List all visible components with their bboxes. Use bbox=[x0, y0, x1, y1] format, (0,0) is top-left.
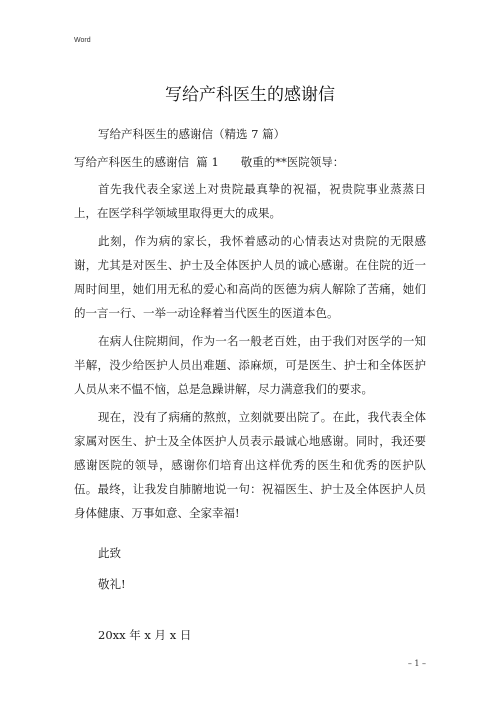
document-title: 写给产科医生的感谢信 bbox=[165, 85, 335, 105]
paragraph: 首先我代表全家送上对贵院最真挚的祝福，祝贵院事业蒸蒸日上，在医学科学领域里取得更大的成果。 bbox=[74, 182, 426, 220]
page-number: – 1 – bbox=[407, 659, 426, 668]
header-label: Word bbox=[74, 37, 91, 44]
salutation-line: 写给产科医生的感谢信 篇 1 敬重的**医院领导： bbox=[74, 155, 345, 169]
document-subtitle: 写给产科医生的感谢信（精选 7 篇） bbox=[98, 127, 286, 141]
letter-date: 20xx 年 x 月 x 日 bbox=[98, 628, 192, 642]
letter-body bbox=[74, 177, 426, 525]
paragraph: 在病人住院期间，作为一名一般老百姓，由于我们对医学的一知半解，没少给医护人员出难题、添麻烦，可是医生、护士和全体医护人员从来不愠不恼，总是急躁讲解，尽力满意我们的要求。 bbox=[74, 334, 426, 396]
closing-line-1: 此致 bbox=[98, 546, 121, 560]
paragraph: 现在，没有了病痛的熬煎，立刻就要出院了。在此，我代表全体家属对医生、护士及全体医护人员表示最诚心地感谢。同时，我还要感谢医院的领导，感谢你们培育出这样优秀的医生和优秀的医护队伍。最终，让我发自肺腑地说一句：祝福医生、护士及全体医护人员身体健康、万事如意、全家幸福! bbox=[74, 410, 426, 520]
closing-line-2: 敬礼! bbox=[98, 577, 126, 591]
paragraph: 此刻，作为病的家长，我怀着感动的心情表达对贵院的无限感谢，尤其是对医生、护士及全体医护人员的诚心感谢。在住院的近一周时间里，她们用无私的爱心和高尚的医德为病人解除了苦痛，她们的一言一行、一举一动诠释着当代医生的医道本色。 bbox=[74, 234, 426, 320]
